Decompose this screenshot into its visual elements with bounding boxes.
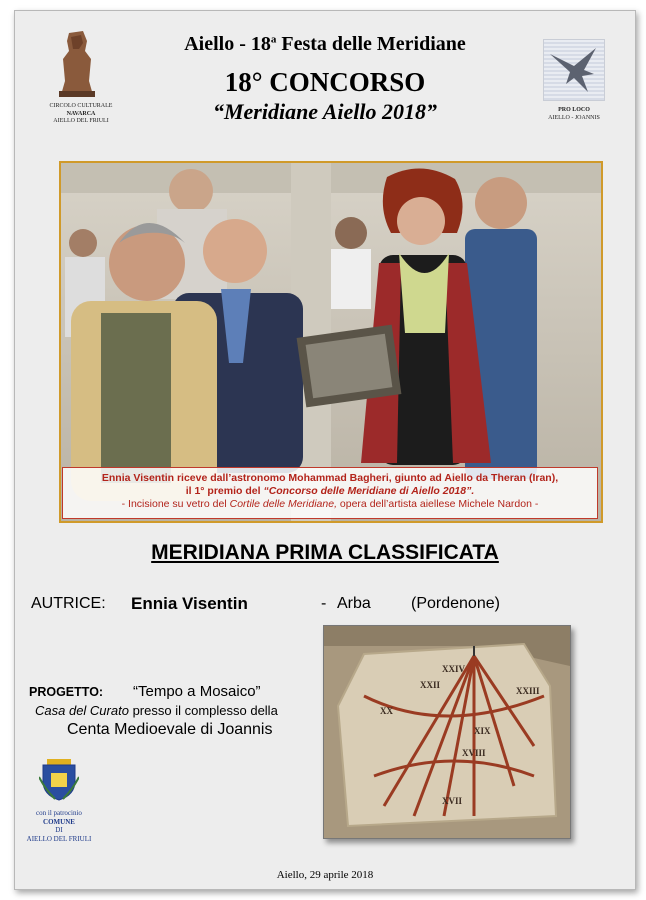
poster-sheet — [14, 10, 636, 890]
mosaic-numeral: XXIV — [442, 664, 466, 674]
section-heading: MERIDIANA PRIMA CLASSIFICATA — [151, 541, 499, 564]
mosaic-numeral: XX — [380, 706, 393, 716]
author-province: (Pordenone) — [411, 595, 500, 612]
festa-title: Aiello - 18$^a$ Festa delle Meridiane — [184, 33, 466, 55]
coat-of-arms-icon — [39, 759, 79, 801]
footer-date: Aiello, 29 aprile 2018 — [276, 869, 374, 881]
mosaic-numeral: XXII — [420, 680, 441, 690]
navarca-logo-text: CIRCOLO CULTURALE NAVARCA AIELLO DEL FRIULI — [49, 103, 113, 124]
project-site: Centa Medioevale di Joannis — [67, 721, 273, 738]
author-label: AUTRICE: — [31, 595, 106, 612]
concorso-title: 18° CONCORSO — [224, 67, 426, 97]
mosaic-numeral: XIX — [474, 726, 491, 736]
sundial-mosaic-photo — [323, 625, 571, 839]
photo-caption: Ennia Visentin riceve dall’astronomo Mohammad Bagheri, giunto ad Aiello da Theran (Iran), il 1° premio del “Concorso delle Meridiane di Aiello 2018”. - Incisione su vetro del Cortile delle Meridiane, opera dell’artista aiellese Michele Nardon - — [62, 467, 598, 519]
bird-icon — [544, 40, 604, 100]
sundial-mosaic-illustration — [324, 626, 570, 838]
author-city: Arba — [337, 595, 371, 612]
concorso-subtitle: “Meridiane Aiello 2018” — [212, 99, 438, 124]
mosaic-numeral: XVII — [442, 796, 463, 806]
statue-icon — [47, 29, 107, 99]
comune-patronage-text: con il patrocinio COMUNE DI AIELLO DEL FRIULI — [26, 809, 92, 843]
proloco-logo-text: PRO LOCO AIELLO - JOANNIS — [548, 107, 600, 121]
project-title: “Tempo a Mosaico” — [133, 683, 261, 700]
project-location: Casa del Curato presso il complesso della — [35, 703, 278, 718]
proloco-logo — [543, 39, 605, 101]
author-name: Ennia Visentin — [131, 594, 248, 613]
author-dash: - — [321, 595, 327, 612]
mosaic-numeral: XVIII — [462, 748, 486, 758]
mosaic-numeral: XXIII — [516, 686, 540, 696]
project-label: PROGETTO: — [29, 685, 104, 699]
